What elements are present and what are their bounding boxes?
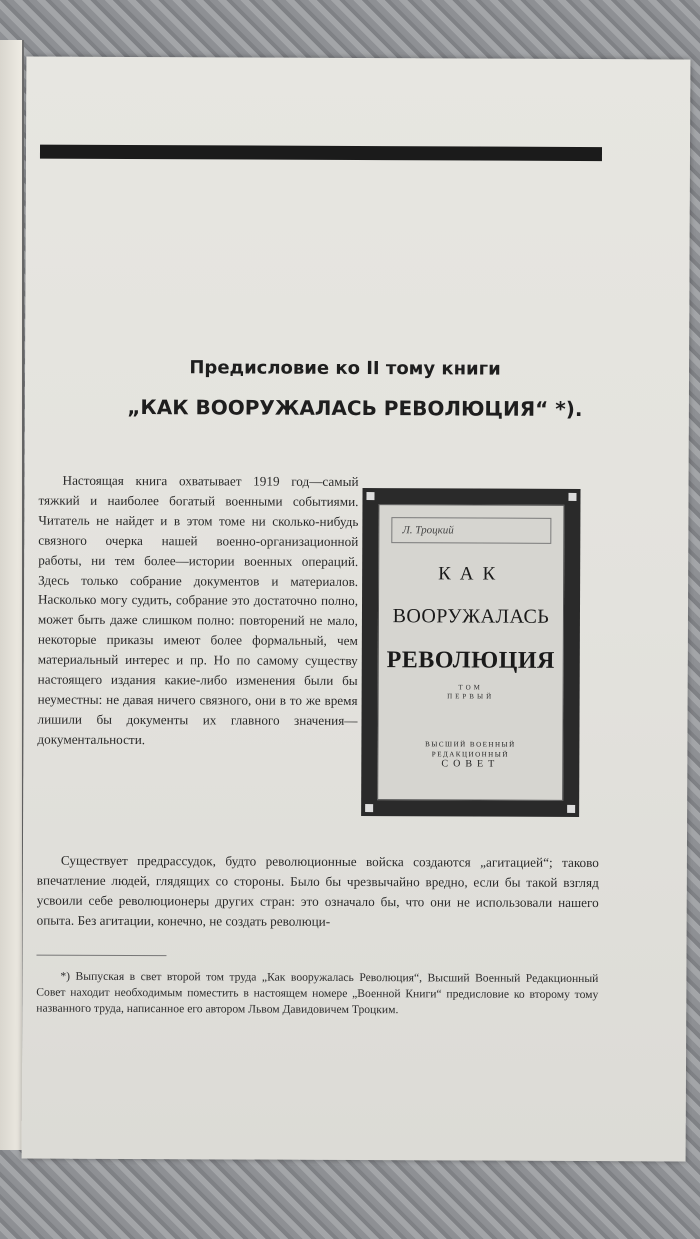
cover-volume — [379, 683, 563, 702]
cover-corner — [366, 492, 374, 500]
intro-paragraph: Настоящая книга охватывает 1919 год—самый тяжкий и наиболее богатый военными событиями. Читатель не найдет и в этом томе ни сколько-нибудь связного очерка нашей военно-организационной работы, ни тем более—истории военных операций. Здесь только собрание документов и материалов. Насколько могу судить, собрание это достаточно полно, может быть даже слишком полно: повторений не мало, некоторые приказы имеют более формальный, чем материальный интерес и пр. Но по самому существу настоящего издания какие-либо изменения были бы неуместны: не давая ничего связного, они в то же время лишили бы документы их главного значения—документальности. — [37, 472, 359, 747]
book-title: „КАК ВООРУЖАЛАСЬ РЕВОЛЮЦИЯ“ *). — [127, 395, 583, 421]
cover-title-line-3: РЕВОЛЮЦИЯ — [386, 647, 555, 674]
cover-publisher — [384, 739, 556, 770]
footnote: *) Выпуская в свет второй том труда „Как вооружалась Революция“, Высший Военный Редакционный Совет находит необходимым поместить в настоящем номере „Военной Книги“ предисловие ко второму тому названного труда, написанное его автором Львом Давидовичем Троцким. — [36, 969, 599, 1017]
page-heading: Предисловие ко II тому книги — [189, 357, 501, 380]
cover-volume-bottom: ПЕРВЫЙ — [447, 692, 495, 701]
cover-corner — [567, 805, 575, 813]
cover-signature: Л. Троцкий — [391, 517, 551, 544]
adjacent-page-edge — [0, 40, 24, 1150]
cover-corner — [568, 493, 576, 501]
document-page — [22, 57, 691, 1162]
header-rule — [40, 145, 602, 161]
cover-title-line-2: ВООРУЖАЛАСЬ — [392, 605, 550, 628]
cover-corner — [365, 804, 373, 812]
footnote-rule — [36, 955, 166, 957]
cover-title-line-1: КАК — [438, 563, 505, 585]
cover-publisher-line-2: РЕДАКЦИОННЫЙ — [431, 750, 509, 759]
cover-volume-top: ТОМ — [458, 683, 483, 692]
body-paragraph: Существует предрассудок, будто революционные войска создаются „агитацией“; таково впечатление людей, глядящих со стороны. Было бы чрезвычайно вредно, если бы такой взгляд усвоили себе революционеры других стран: это означало бы, что они не использовали нашего опыта. Без агитации, конечно, не создать революци- — [36, 852, 599, 929]
cover-publisher-line-3: СОВЕТ — [441, 758, 500, 770]
cover-panel — [377, 504, 564, 801]
cover-publisher-line-1: ВЫСШИЙ ВОЕННЫЙ — [425, 740, 516, 749]
book-cover-image — [361, 488, 580, 817]
